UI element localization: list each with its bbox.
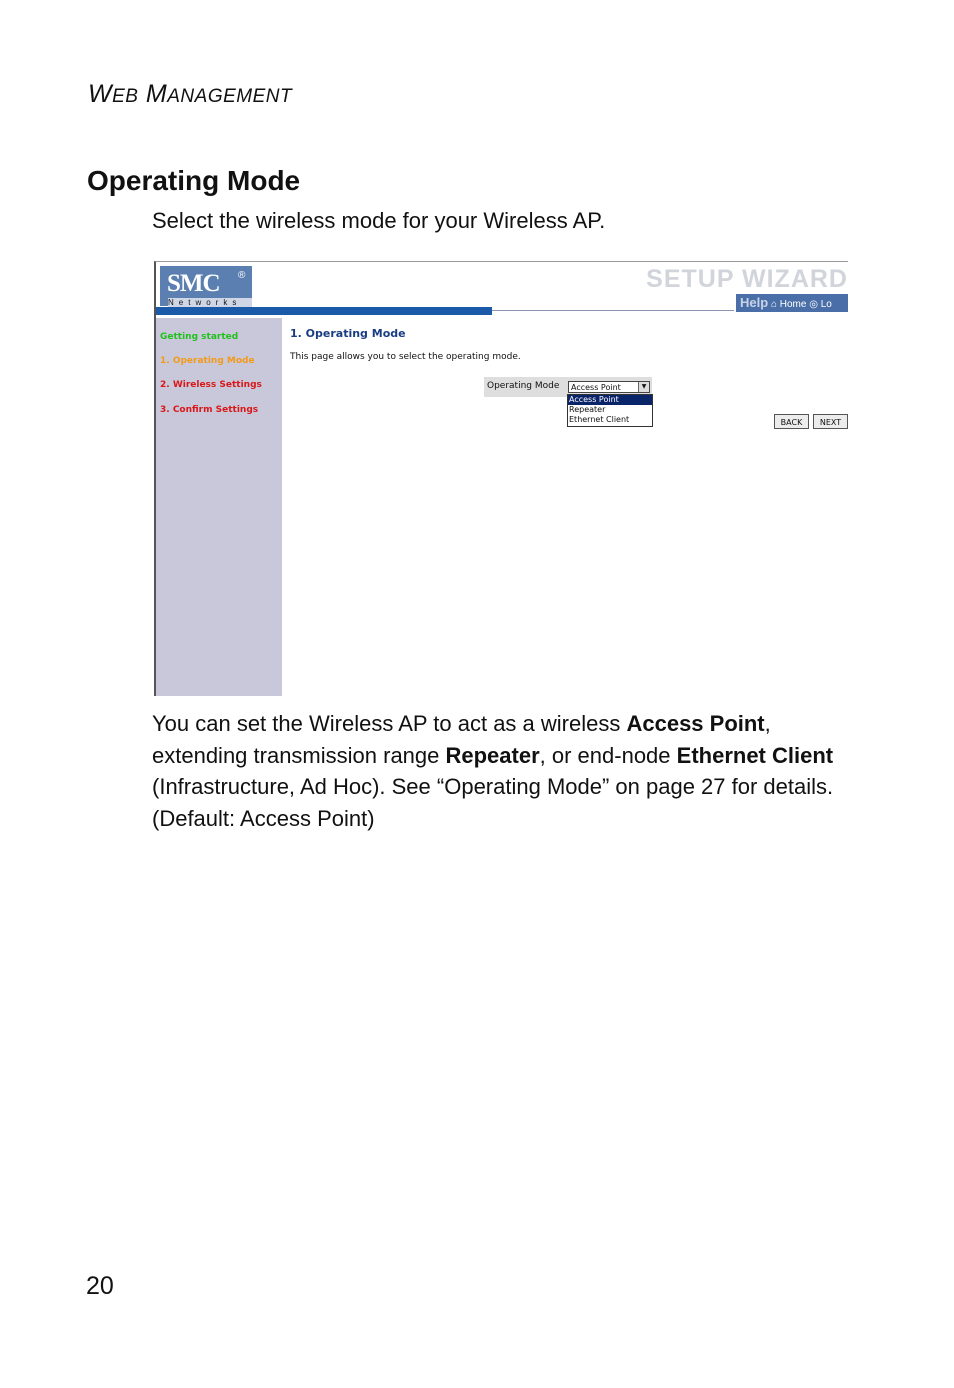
back-button[interactable]: BACK [774, 414, 809, 429]
setup-wizard-screenshot [154, 261, 848, 696]
option-repeater[interactable]: Repeater [569, 405, 606, 414]
body-text-1: You can set the Wireless AP to act as a wireless [152, 711, 627, 736]
content-description: This page allows you to select the operating mode. [290, 352, 521, 362]
wizard-title: SETUP WIZARD [646, 265, 848, 293]
running-head-anagement: ANAGEMENT [167, 86, 293, 107]
running-head-eb: EB [112, 86, 139, 107]
section-intro: Select the wireless mode for your Wireless AP. [152, 208, 606, 233]
running-head-m: M [145, 80, 168, 108]
option-ethernet-client[interactable]: Ethernet Client [569, 415, 630, 424]
body-text-4: (Infrastructure, Ad Hoc). See “Operating Mode” on page 27 for details. (Default: Access Point) [152, 774, 834, 831]
page-number: 20 [86, 1272, 114, 1300]
body-paragraph [152, 708, 852, 834]
section-title: Operating Mode [87, 165, 301, 196]
smc-logo [160, 266, 252, 306]
top-nav [736, 294, 848, 312]
sidebar-item-wireless-settings[interactable]: 2. Wireless Settings [160, 380, 262, 390]
home-link[interactable]: ⌂ Home [770, 299, 807, 310]
header-blue-bar [156, 307, 492, 315]
logo-registered-mark: ® [238, 270, 246, 281]
logo-subtitle: Networks [168, 298, 252, 308]
operating-mode-label: Operating Mode [487, 381, 560, 391]
help-link[interactable]: Help [740, 295, 769, 310]
operating-mode-select[interactable] [568, 381, 650, 393]
chevron-down-icon[interactable]: ▼ [638, 382, 649, 392]
body-bold-ethernet-client: Ethernet Client [676, 742, 834, 768]
running-head [88, 80, 292, 109]
body-text-3: , or end-node [539, 742, 677, 768]
next-button[interactable]: NEXT [813, 414, 848, 429]
body-text-2: , extending transmission range [152, 711, 771, 768]
sidebar-item-operating-mode[interactable]: 1. Operating Mode [160, 356, 255, 366]
wizard-sidebar [156, 318, 282, 696]
running-head-w: W [88, 80, 113, 108]
body-bold-access-point: Access Point [626, 711, 765, 736]
operating-mode-dropdown[interactable] [567, 394, 653, 427]
option-access-point[interactable]: Access Point [568, 395, 652, 405]
body-bold-repeater: Repeater [445, 742, 540, 768]
select-value: Access Point [571, 383, 621, 392]
sidebar-item-getting-started[interactable]: Getting started [160, 332, 239, 342]
sidebar-item-confirm-settings[interactable]: 3. Confirm Settings [160, 405, 259, 415]
logo-text: SMC [167, 270, 220, 297]
logout-link[interactable]: ◎ Lo [809, 299, 832, 310]
content-heading: 1. Operating Mode [290, 327, 406, 340]
